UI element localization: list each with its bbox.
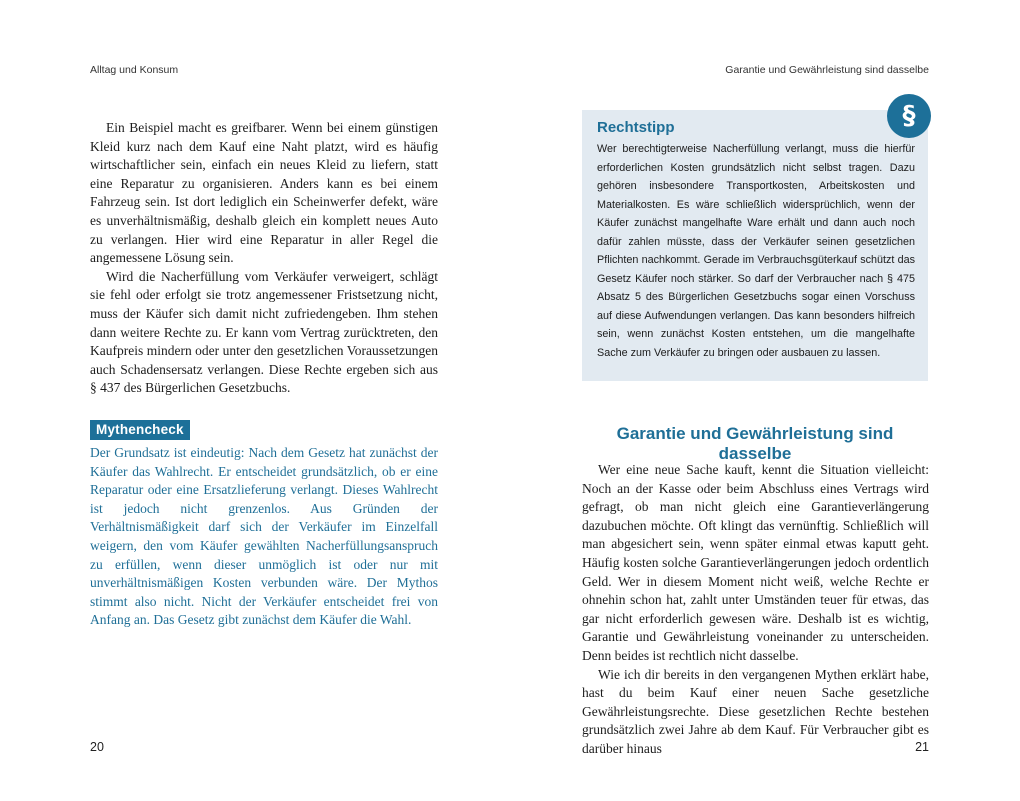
running-head-left: Alltag und Konsum [90,64,179,76]
paragraph-sign-icon: § [887,94,931,138]
right-body-text [582,461,929,759]
myth-check-text [90,444,438,630]
left-body-text [90,119,438,398]
paragraph: Wer eine neue Sache kauft, kennt die Situation vielleicht: Noch an der Kasse oder beim Abschluss eines Vertrags wird gefragt, ob man nicht gleich eine Garantieverlängerung dazubuchen möchte. Oft klingt das vernünftig. Schließlich will man abgesichert sein, wenn später einmal etwas kaputt geht. Häufig kosten solche Garantieverlängerungen jedoch ordentlich Geld. Wer in diesem Moment nicht weiß, welche Rechte er ohnehin schon hat, zahlt unter Umständen teuer für etwas, das gar nicht erforderlich gewesen wäre. Deshalb ist es wichtig, Garantie und Gewährleistung voneinander zu unterscheiden. Denn beides ist rechtlich nicht dasselbe. [582,462,929,663]
paragraph: Wie ich dir bereits in den vergangenen Mythen erklärt habe, hast du beim Kauf einer neuen Sache gesetzliche Gewährleistungsrechte. Diese gesetzlichen Rechte bestehen grundsätzlich zwei Jahre ab dem Kauf. Für Verbraucher gibt es darüber hinaus [582,666,929,756]
myth-check-heading: Mythencheck [90,420,190,440]
paragraph: Wird die Nacherfüllung vom Verkäufer verweigert, schlägt sie fehl oder erfolgt sie trotz angemessener Fristsetzung nicht, muss der Käufer sich damit nicht zufriedengeben. Ihm stehen dann weitere Rechte zu. Er kann vom Vertrag zurücktreten, den Kaufpreis mindern oder unter den gesetzlichen Voraussetzungen auch Schadensersatz verlangen. Diese Rechte ergeben sich aus § 437 des Bürgerlichen Gesetzbuchs. [90,268,438,396]
legal-tip-text: Wer berechtigterweise Nacherfüllung verlangt, muss die hierfür erforderlichen Kosten grundsätzlich nicht selbst tragen. Dazu gehören insbesondere Transportkosten, Arbeitskosten und Materialkosten. Es wäre schließlich widersprüchlich, wenn der Käufer zunächst mangelhafte Ware erhält und dann auch noch dafür zahlen müsste, dass der Verkäufer seinen gesetzlichen Pflichten nachkommt. Gerade im Verbrauchsgüterkauf schützt das Gesetz Käufer noch stärker. So darf der Verbraucher nach § 475 Absatz 5 des Bürgerlichen Gesetzbuchs sogar einen Vorschuss auf diese Aufwendungen verlangen. Das kann besonders hilfreich sein, wenn zunächst Kosten entstehen, um die mangelhafte Sache zum Verkäufer zu bringen oder ausbauen zu lassen. [597,143,915,359]
myth-paragraph: Der Grundsatz ist eindeutig: Nach dem Gesetz hat zunächst der Käufer das Wahlrecht. Er entscheidet grundsätzlich, ob er eine Reparatur oder eine Ersatzlieferung verlangt. Dieses Wahlrecht ist jedoch nicht grenzenlos. Aus Gründen der Verhältnismäßigkeit darf sich der Verkäufer im Einzelfall weigern, den vom Käufer gewählten Nacherfüllungsanspruch zu erfüllen, wenn dieser unmöglich ist oder nur mit unverhältnismäßigen Kosten verbunden wäre. Der Mythos stimmt also nicht. Nicht der Verkäufer entscheidet frei von Anfang an. Das Gesetz gibt zunächst dem Käufer die Wahl. [90,445,438,628]
running-head-right: Garantie und Gewährleistung sind dasselbe [725,64,929,76]
page-number-right: 21 [915,740,929,754]
page-number-left: 20 [90,740,104,754]
legal-tip-box [582,110,928,381]
paragraph: Ein Beispiel macht es greifbarer. Wenn bei einem günstigen Kleid kurz nach dem Kauf eine Naht platzt, wird es häufig wirtschaftlicher sein, einfach ein neues Kleid zu liefern, statt eine Reparatur zu organisieren. Anders kann es bei einem Fahrzeug sein. Ist dort lediglich ein Scheinwerfer defekt, wäre es unverhältnismäßig, deshalb gleich ein komplett neues Auto zu verlangen. Hier wird eine Reparatur in aller Regel die angemessene Lösung sein. [90,120,438,266]
legal-tip-title: Rechtstipp [597,119,675,136]
section-heading: Garantie und Gewährleistung sind dasselbe [616,424,894,463]
